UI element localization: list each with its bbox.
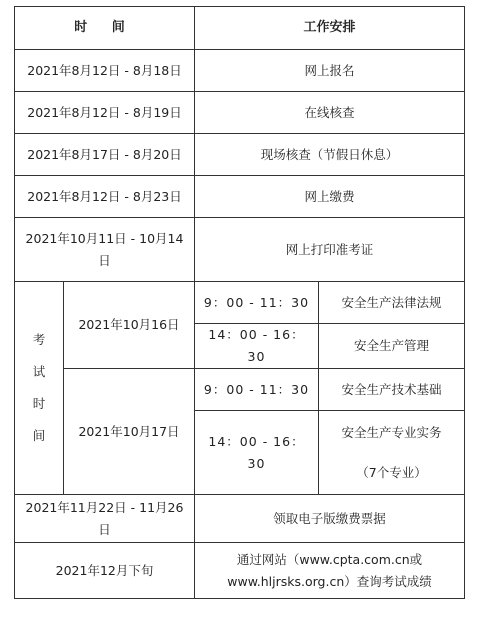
table-row — [15, 176, 465, 218]
row-time: 2021年10月11日 - 10月14日 — [15, 218, 195, 282]
table-header-row — [15, 7, 465, 50]
exam-subject: 安全生产技术基础 — [319, 369, 465, 411]
table-row — [15, 92, 465, 134]
row-task: 领取电子版缴费票据 — [195, 495, 465, 543]
table-row — [15, 495, 465, 543]
row-time: 2021年8月12日 - 8月23日 — [15, 176, 195, 218]
row-task — [195, 543, 465, 599]
exam-date-day2: 2021年10月17日 — [64, 369, 195, 495]
row-task: 现场核查（节假日休息） — [195, 134, 465, 176]
exam-slot-time: 9：00 - 11：30 — [195, 369, 319, 411]
table-row — [15, 218, 465, 282]
exam-slot-time: 9：00 - 11：30 — [195, 282, 319, 324]
exam-subject-note: （7个专业） — [356, 464, 427, 480]
row-time: 2021年12月下旬 — [15, 543, 195, 599]
row-task: 网上打印准考证 — [195, 218, 465, 282]
row-task-line: www.hljrsks.org.cn）查询考试成绩 — [227, 573, 432, 589]
row-time: 2021年8月12日 - 8月19日 — [15, 92, 195, 134]
table-row — [15, 543, 465, 599]
header-time: 时 间 — [15, 7, 195, 50]
row-time: 2021年8月12日 - 8月18日 — [15, 50, 195, 92]
header-work-arrangement: 工作安排 — [195, 7, 465, 50]
schedule-table-container — [14, 6, 465, 599]
table-row — [15, 134, 465, 176]
schedule-table — [14, 6, 465, 599]
row-task: 网上报名 — [195, 50, 465, 92]
row-task-line: 通过网站（www.cpta.com.cn或 — [236, 551, 423, 567]
exam-time-label: 考 试 时 间 — [15, 282, 64, 495]
row-task: 网上缴费 — [195, 176, 465, 218]
exam-row — [15, 369, 465, 411]
exam-slot-time: 14：00 - 16：30 — [195, 324, 319, 369]
exam-subject: 安全生产管理 — [319, 324, 465, 369]
exam-slot-time: 14：00 - 16：30 — [195, 411, 319, 495]
row-time: 2021年8月17日 - 8月20日 — [15, 134, 195, 176]
row-task: 在线核查 — [195, 92, 465, 134]
table-row — [15, 50, 465, 92]
exam-date-day1: 2021年10月16日 — [64, 282, 195, 369]
exam-subject — [319, 411, 465, 495]
exam-row — [15, 282, 465, 324]
exam-subject: 安全生产法律法规 — [319, 282, 465, 324]
exam-subject-name: 安全生产专业实务 — [341, 424, 442, 440]
row-time: 2021年11月22日 - 11月26日 — [15, 495, 195, 543]
